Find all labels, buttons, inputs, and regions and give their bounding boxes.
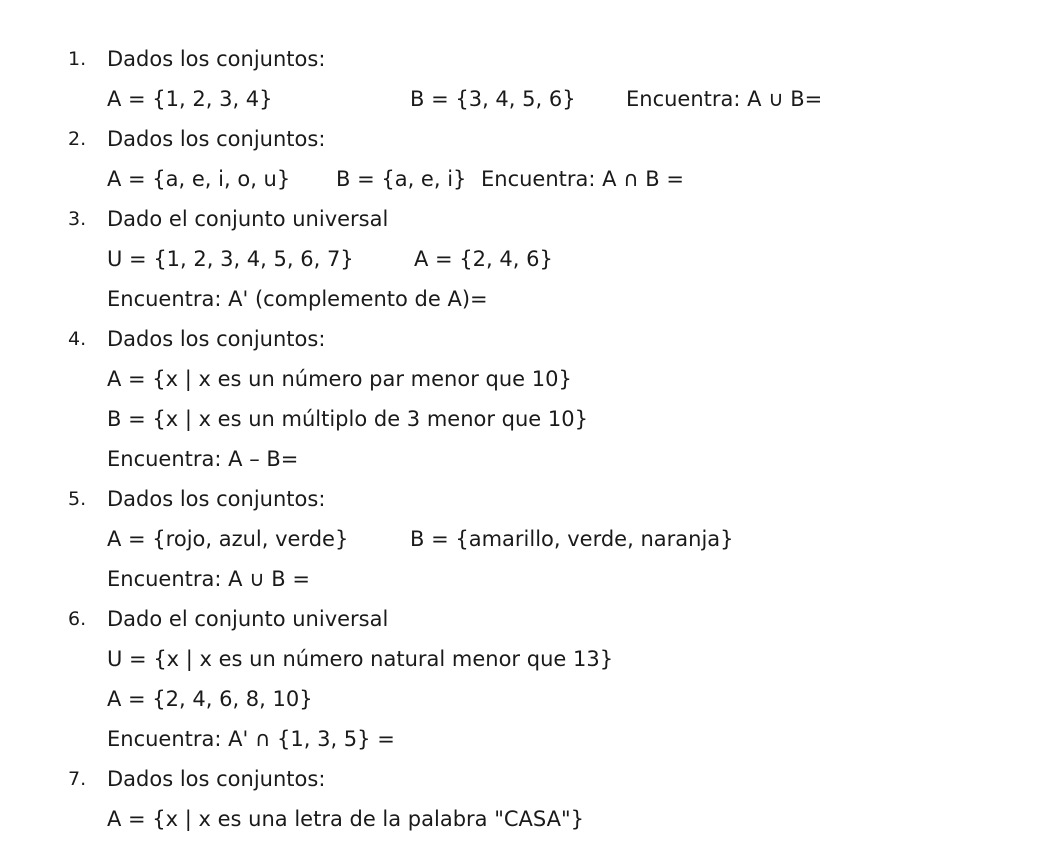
- set-definition: B = {a, e, i}: [336, 167, 467, 191]
- set-definition: A = {2, 4, 6, 8, 10}: [107, 687, 313, 711]
- exercise-number: 7.: [68, 768, 87, 790]
- exercise-prompt: Encuentra: A ∪ B=: [626, 87, 823, 111]
- set-definition: A = {2, 4, 6}: [414, 247, 553, 271]
- exercise-prompt: Encuentra: A ∪ B =: [107, 567, 310, 591]
- exercise-number: 3.: [68, 208, 87, 230]
- exercise-number: 5.: [68, 488, 87, 510]
- exercise-prompt: Encuentra: A' (complemento de A)=: [107, 287, 488, 311]
- set-definition: A = {rojo, azul, verde}: [107, 527, 349, 551]
- exercise-heading: Dado el conjunto universal: [107, 207, 389, 231]
- exercise-heading: Dado el conjunto universal: [107, 607, 389, 631]
- set-definition: U = {x | x es un número natural menor que 13}: [107, 647, 614, 671]
- exercise-prompt: Encuentra: A' ∩ {1, 3, 5} =: [107, 727, 395, 751]
- set-definition: A = {1, 2, 3, 4}: [107, 87, 273, 111]
- exercise-prompt: Encuentra: A – B=: [107, 447, 299, 471]
- exercise-number: 4.: [68, 328, 87, 350]
- exercise-prompt: Encuentra: A ∩ B =: [481, 167, 684, 191]
- exercise-heading: Dados los conjuntos:: [107, 47, 326, 71]
- exercise-heading: Dados los conjuntos:: [107, 487, 326, 511]
- exercise-number: 2.: [68, 128, 87, 150]
- exercise-number: 6.: [68, 608, 87, 630]
- set-definition: A = {x | x es un número par menor que 10}: [107, 367, 572, 391]
- set-definition: B = {3, 4, 5, 6}: [410, 87, 576, 111]
- exercise-number: 1.: [68, 48, 87, 70]
- set-definition: B = {amarillo, verde, naranja}: [410, 527, 734, 551]
- exercise-heading: Dados los conjuntos:: [107, 327, 326, 351]
- set-definition: A = {x | x es una letra de la palabra "CASA"}: [107, 807, 585, 831]
- set-definition: A = {a, e, i, o, u}: [107, 167, 291, 191]
- set-definition: U = {1, 2, 3, 4, 5, 6, 7}: [107, 247, 354, 271]
- exercise-heading: Dados los conjuntos:: [107, 767, 326, 791]
- set-definition: B = {x | x es un múltiplo de 3 menor que 10}: [107, 407, 588, 431]
- exercise-heading: Dados los conjuntos:: [107, 127, 326, 151]
